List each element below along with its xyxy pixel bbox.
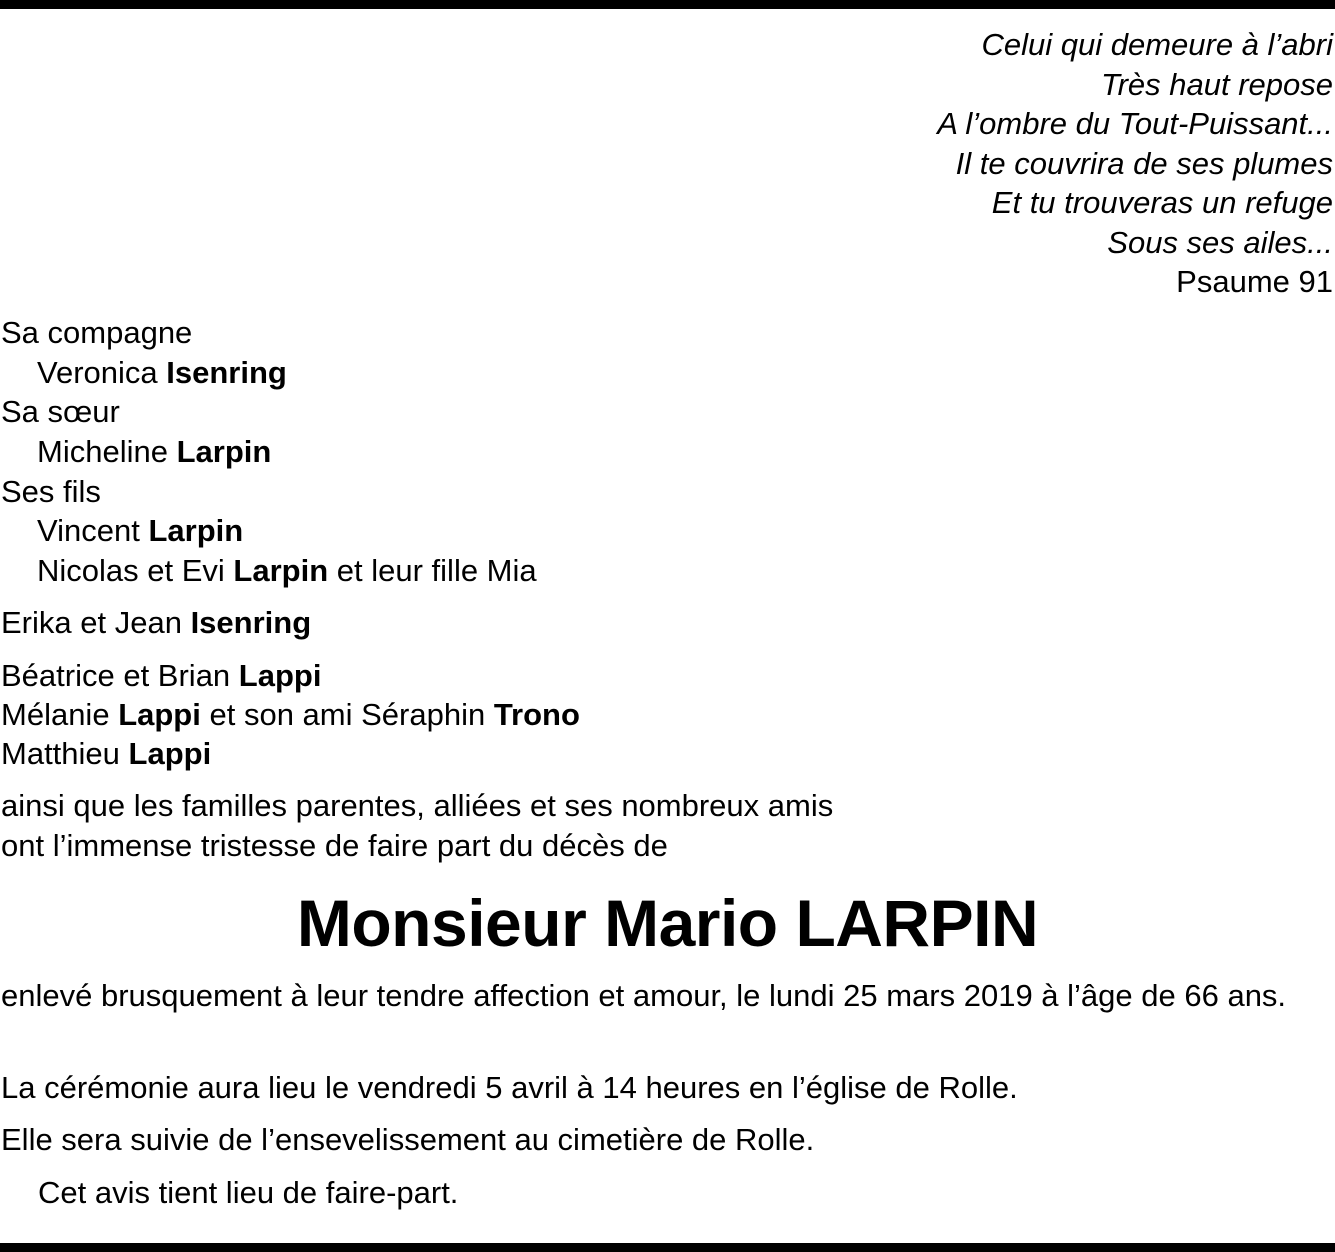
ceremony-info: La cérémonie aura lieu le vendredi 5 avril à 14 heures en l’église de Rolle. xyxy=(1,1070,1018,1105)
name-suffix: et leur fille Mia xyxy=(336,553,537,588)
first-name: Micheline xyxy=(37,434,168,469)
family-member xyxy=(1,695,580,735)
name-middle: et son ami Séraphin xyxy=(209,697,486,732)
family-member-son xyxy=(37,511,243,551)
first-name: Veronica xyxy=(37,355,158,390)
first-name: Matthieu xyxy=(1,736,120,771)
intro-line: ainsi que les familles parentes, alliées et ses nombreux amis xyxy=(1,788,834,823)
deceased-name: Monsieur Mario LARPIN xyxy=(296,886,1039,960)
sister-label: Sa sœur xyxy=(1,394,120,429)
last-name: Lappi xyxy=(128,736,212,771)
verse-line: Et tu trouveras un refuge xyxy=(991,185,1333,220)
verse-line: Très haut repose xyxy=(1100,66,1333,102)
family-member-son xyxy=(37,551,537,591)
last-name: Lappi xyxy=(118,697,201,732)
verse-line: A l’ombre du Tout-Puissant... xyxy=(937,106,1333,141)
verse-line: Il te couvrira de ses plumes xyxy=(955,145,1333,181)
first-name: Mélanie xyxy=(1,697,110,732)
last-name: Lappi xyxy=(238,658,322,693)
verse-source: Psaume 91 xyxy=(1176,264,1333,299)
first-name: Béatrice et Brian xyxy=(1,658,231,693)
notice-text: Cet avis tient lieu de faire-part. xyxy=(38,1175,459,1210)
bottom-rule xyxy=(0,1243,1335,1252)
last-name: Trono xyxy=(493,697,580,732)
family-member xyxy=(1,734,211,774)
first-name: Nicolas et Evi xyxy=(37,553,225,588)
top-rule xyxy=(0,0,1335,9)
last-name: Isenring xyxy=(166,355,287,390)
family-member-sister xyxy=(37,432,271,472)
last-name: Larpin xyxy=(148,513,244,548)
intro-line: ont l’immense tristesse de faire part du décès de xyxy=(1,828,668,863)
family-member xyxy=(1,603,311,643)
verse-line: Sous ses ailes... xyxy=(1107,224,1333,260)
psalm-verse xyxy=(633,25,1333,302)
first-name: Erika et Jean xyxy=(1,605,182,640)
burial-info: Elle sera suivie de l’ensevelissement au cimetière de Rolle. xyxy=(1,1122,815,1157)
family-member-companion xyxy=(37,353,287,393)
last-name: Isenring xyxy=(190,605,312,640)
first-name: Vincent xyxy=(37,513,140,548)
last-name: Larpin xyxy=(233,553,329,588)
companion-label: Sa compagne xyxy=(1,315,193,350)
verse-line: Celui qui demeure à l’abri xyxy=(981,27,1333,62)
family-member xyxy=(1,656,321,696)
death-announcement: enlevé brusquement à leur tendre affection et amour, le lundi 25 mars 2019 à l’âge de 66 ans. xyxy=(1,978,1287,1013)
last-name: Larpin xyxy=(176,434,272,469)
sons-label: Ses fils xyxy=(1,474,101,509)
